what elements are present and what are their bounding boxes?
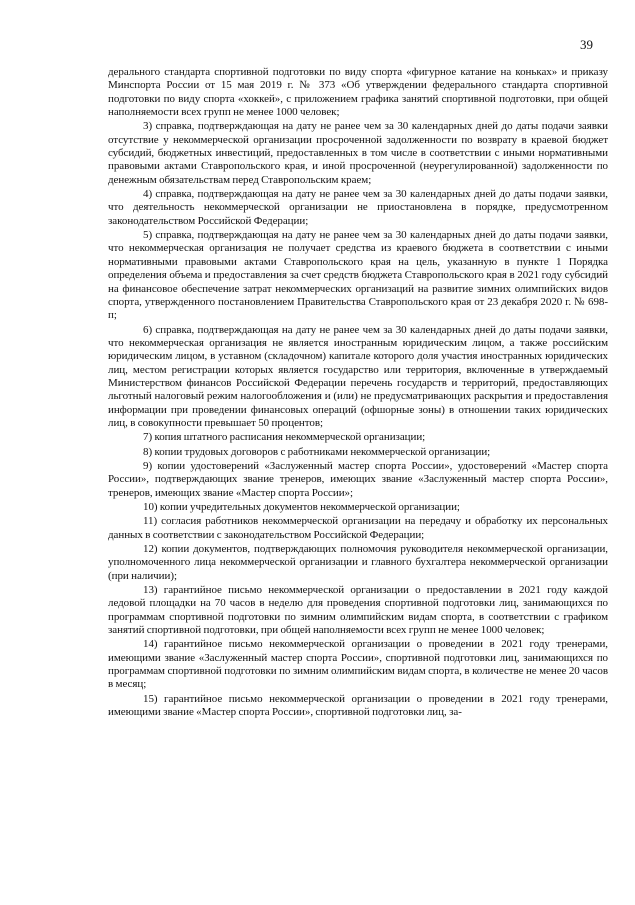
document-body (108, 66, 608, 721)
paragraph-item-10: 10) копии учредительных документов некоммерческой организации; (143, 501, 460, 513)
paragraph-item-6: 6) справка, подтверждающая на дату не ранее чем за 30 календарных дней до даты подачи заявки, что некоммерческая организация не является иностранным юридическим лицом, а также российским юридическим лицом, в уставном (складочном) капитале которого доля участия иностранных юридических лиц, местом регистрации которых является государство или территория, включенные в утверждаемый Министерством финансов Российской Федерации перечень государств и территорий, предоставляющих льготный налоговый режим налогообложения и (или) не предусматривающих раскрытия и предоставления информации при проведении финансовых операций (офшорные зоны) в отношении таких юридических лиц, в совокупности превышает 50 процентов; (108, 323, 608, 429)
paragraph-item-4: 4) справка, подтверждающая на дату не ранее чем за 30 календарных дней до даты подачи заявки, что деятельность некоммерческой организации не приостановлена в порядке, предусмотренном законодательством Российской Федерации; (108, 188, 608, 227)
paragraph-item-9: 9) копии удостоверений «Заслуженный мастер спорта России», удостоверений «Мастер спорта России», подтверждающих звание тренеров, имеющих звание «Заслуженный мастер спорта России», тренеров, имеющих звание «Мастер спорта России»; (108, 459, 608, 499)
paragraph-item-12: 12) копии документов, подтверждающих полномочия руководителя некоммерческой организации, уполномоченного лица некоммерческой организации и главного бухгалтера некоммерческой организации (при наличии); (108, 543, 608, 582)
paragraph-item-14: 14) гарантийное письмо некоммерческой организации о проведении в 2021 году тренерами, имеющими звание «Заслуженный мастер спорта России», спортивной подготовки лиц, занимающихся по программам спортивной подготовки по зимним олимпийским видам спорта, в количестве не менее 20 часов в месяц; (108, 638, 608, 691)
paragraph-item-11: 11) согласия работников некоммерческой организации на передачу и обработку их персональных данных в соответствии с законодательством Российской Федерации; (108, 515, 608, 541)
paragraph-continuation: дерального стандарта спортивной подготовки по виду спорта «фигурное катание на коньках» и приказу Минспорта России от 15 мая 2019 г. № 373 «Об утверждении федерального стандарта спортивной подготовки по виду спорта «хоккей», с приложением графика занятий спортивной подготовки, при общей наполняемости всех групп не менее 1000 человек; (108, 66, 608, 119)
page-number: 39 (580, 37, 593, 52)
paragraph-item-13: 13) гарантийное письмо некоммерческой организации о предоставлении в 2021 году каждой ледовой площадки на 70 часов в неделю для проведения спортивной подготовки лиц, занимающихся по программам спортивной подготовки по зимним олимпийским видам спорта, в соответствии с графиком занятий спортивной подготовки, при общей наполняемости всех групп не менее 1000 человек; (108, 584, 608, 637)
paragraph-item-5: 5) справка, подтверждающая на дату не ранее чем за 30 календарных дней до даты подачи заявки, что некоммерческая организация не получает средства из краевого бюджета в соответствии с иными нормативными правовыми актами Ставропольского края на цель, указанную в пункте 1 Порядка определения объема и предоставления за счет средств бюджета Ставропольского края в 2021 году субсидий на финансовое обеспечение затрат некоммерческих организаций на развитие зимних олимпийских видов спорта, утвержденного постановлением Правительства Ставропольского края от 23 декабря 2020 г. № 698-п; (108, 229, 608, 322)
paragraph-item-3: 3) справка, подтверждающая на дату не ранее чем за 30 календарных дней до даты подачи заявки отсутствие у некоммерческой организации просроченной задолженности по возврату в краевой бюджет субсидий, бюджетных инвестиций, предоставленных в том числе в соответствии с иными нормативными правовыми актами Ставропольского края, и иной просроченной (неурегулированной) задолженности по денежным обязательствам перед Ставропольским краем; (108, 120, 608, 186)
paragraph-item-15: 15) гарантийное письмо некоммерческой организации о проведении в 2021 году тренерами, имеющими звание «Мастер спорта России», спортивной подготовки лиц, за- (108, 692, 608, 719)
paragraph-item-7: 7) копия штатного расписания некоммерческой организации; (143, 431, 426, 444)
paragraph-item-8: 8) копии трудовых договоров с работниками некоммерческой организации; (143, 445, 491, 458)
